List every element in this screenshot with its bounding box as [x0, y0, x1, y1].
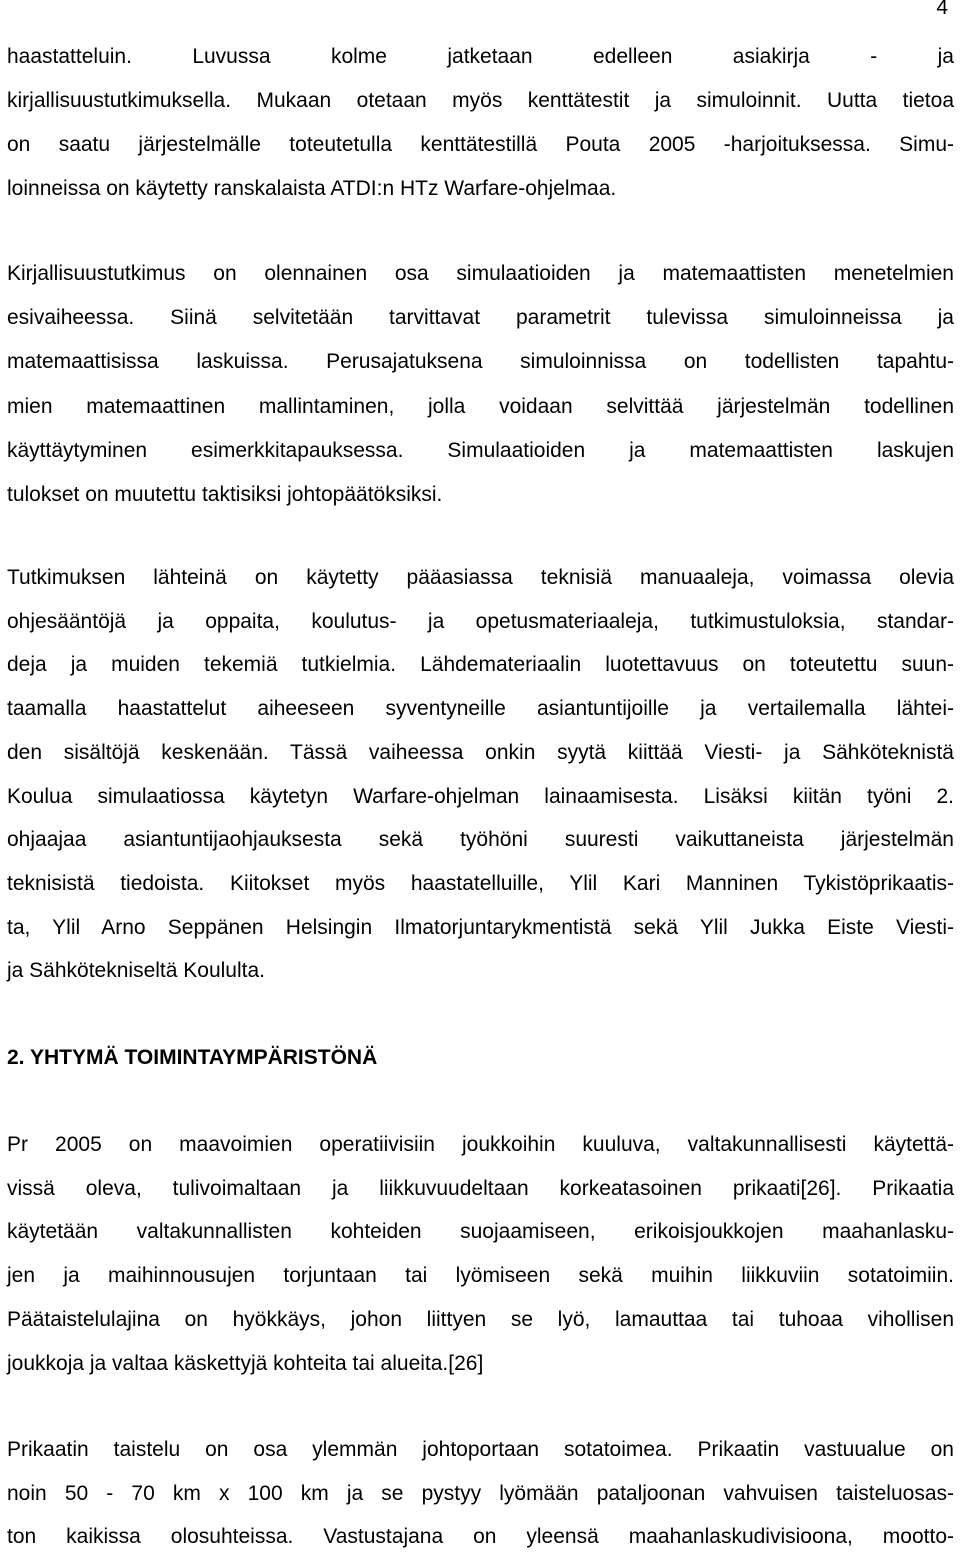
text-line: ohjaajaa asiantuntijaohjauksesta sekä työhöni suuresti vaikuttaneista järjestelmän: [7, 828, 954, 852]
paragraph-brigade-combat: [7, 1428, 954, 1559]
text-line: joukkoja ja valtaa käskettyjä kohteita tai alueita.[26]: [7, 1351, 484, 1375]
text-line: esivaiheessa. Siinä selvitetään tarvittavat parametrit tulevissa simuloinneissa ja: [7, 306, 954, 330]
text-line: taamalla haastattelut aiheeseen syventyneille asiantuntijoille ja vertailemalla lähtei-: [7, 697, 954, 721]
text-line: Tutkimuksen lähteinä on käytetty pääasiassa teknisiä manuaaleja, voimassa olevia: [7, 566, 954, 589]
text-line: ton kaikissa olosuhteissa. Vastustajana on yleensä maahanlaskudivisioona, mootto-: [7, 1525, 954, 1548]
text-line: ohjesääntöjä ja oppaita, koulutus- ja opetusmateriaaleja, tutkimustuloksia, standar-: [7, 609, 954, 633]
text-line: Kirjallisuustutkimus on olennainen osa simulaatioiden ja matemaattisten menetelmien: [7, 262, 954, 285]
paragraph-methods-intro: [7, 35, 954, 211]
paragraph-literature-study: [7, 252, 954, 517]
text-line: ta, Ylil Arno Seppänen Helsingin Ilmatorjuntarykmentistä sekä Ylil Jukka Eiste Viesti-: [7, 915, 954, 939]
text-line: noin 50 - 70 km x 100 km ja se pystyy lyömään pataljoonan vahvuisen taisteluosas-: [7, 1481, 954, 1505]
text-line: mien matemaattinen mallintaminen, jolla voidaan selvittää järjestelmän todellinen: [7, 394, 954, 418]
text-line: on saatu järjestelmälle toteutetulla kenttätestillä Pouta 2005 -harjoituksessa. Simu-: [7, 133, 954, 156]
text-line: käytetään valtakunnallisten kohteiden suojaamiseen, erikoisjoukkojen maahanlasku-: [7, 1220, 954, 1244]
text-line: tulokset on muutettu taktisiksi johtopäätöksiksi.: [7, 483, 443, 507]
paragraph-sources-acknowledgements: [7, 556, 954, 993]
text-line: Koulua simulaatiossa käytetyn Warfare-ohjelman lainaamisesta. Lisäksi kiitän työni 2.: [7, 784, 954, 808]
section-heading: 2. YHTYMÄ TOIMINTAYMPÄRISTÖNÄ: [7, 1046, 378, 1069]
text-line: den sisältöjä keskenään. Tässä vaiheessa onkin syytä kiittää Viesti- ja Sähköteknistä: [7, 740, 954, 764]
paragraph-brigade-description: [7, 1123, 954, 1385]
text-line: loinneissa on käytetty ranskalaista ATDI:n HTz Warfare-ohjelmaa.: [7, 177, 617, 200]
text-line: Pr 2005 on maavoimien operatiivisiin joukkoihin kuuluva, valtakunnallisesti käytettä-: [7, 1133, 954, 1156]
text-line: kirjallisuustutkimuksella. Mukaan otetaan myös kenttätestit ja simuloinnit. Uutta tietoa: [7, 89, 954, 112]
page-number: 4: [936, 0, 948, 19]
text-line: käyttäytyminen esimerkkitapauksessa. Simulaatioiden ja matemaattisten laskujen: [7, 438, 954, 462]
text-line: deja ja muiden tekemiä tutkielmia. Lähdemateriaalin luotettavuus on toteutettu suun-: [7, 653, 954, 677]
text-line: matemaattisissa laskuissa. Perusajatuksena simuloinnissa on todellisten tapahtu-: [7, 350, 954, 374]
text-line: Prikaatin taistelu on osa ylemmän johtoportaan sotatoimea. Prikaatin vastuualue on: [7, 1438, 954, 1461]
text-line: teknisistä tiedoista. Kiitokset myös haastatelluille, Ylil Kari Manninen Tykistöprikaatis-: [7, 871, 954, 895]
text-line: Päätaistelulajina on hyökkäys, johon liittyen se lyö, lamauttaa tai tuhoaa vihollisen: [7, 1307, 954, 1331]
text-line: jen ja maihinnousujen torjuntaan tai lyömiseen sekä muihin liikkuviin sotatoimiin.: [7, 1264, 954, 1288]
text-line: vissä oleva, tulivoimaltaan ja liikkuvuudeltaan korkeatasoinen prikaati[26]. Prikaatia: [7, 1176, 954, 1200]
text-line: ja Sähkötekniseltä Koululta.: [7, 959, 265, 983]
text-line: haastatteluin. Luvussa kolme jatketaan edelleen asiakirja - ja: [7, 45, 954, 68]
